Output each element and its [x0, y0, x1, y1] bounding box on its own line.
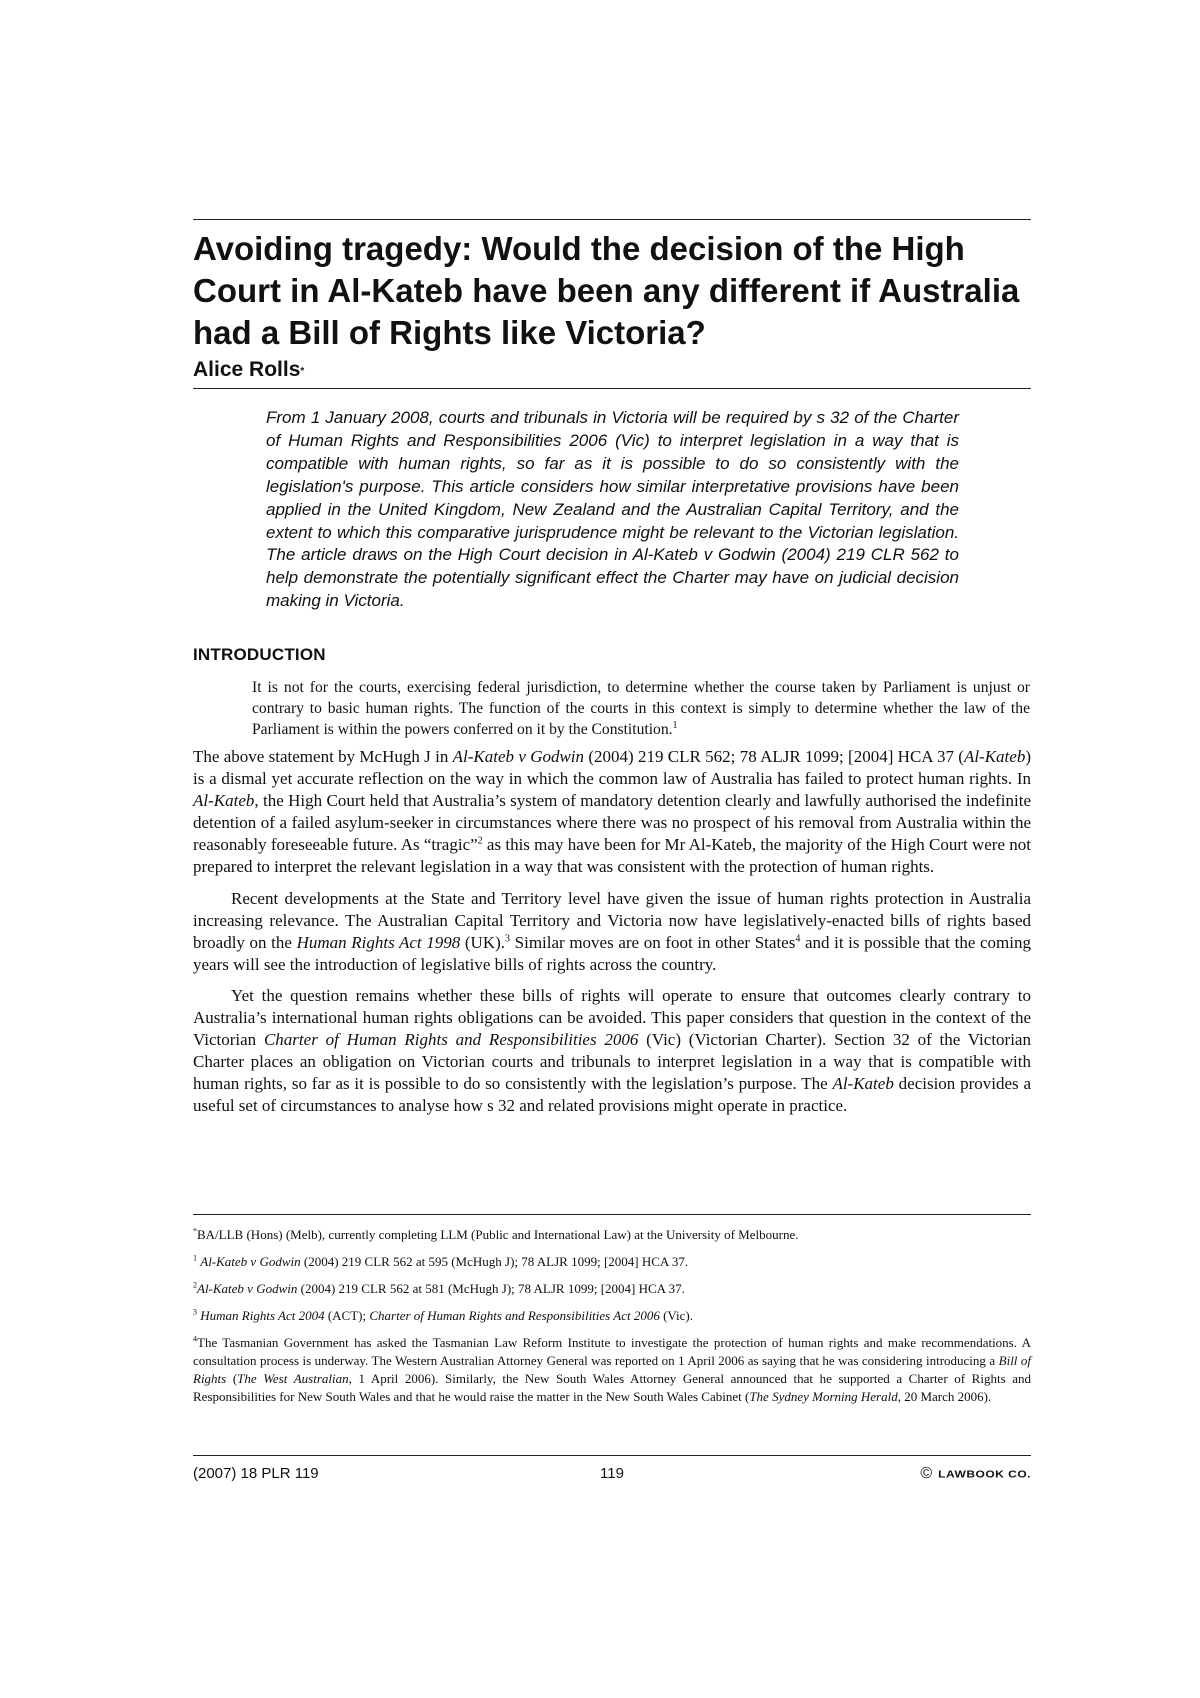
newspaper-name: The Sydney Morning Herald [749, 1389, 898, 1404]
paragraph-text: Recent developments at the State and Territory level have given the issue of human rights protection in Australia increasing relevance. The Australian Capital Territory and Victoria now have legislatively-enacted bills of rights based broadly on the [193, 888, 1031, 952]
page-footer [193, 1463, 1031, 1485]
paragraph-text: (UK). [460, 932, 506, 952]
footnote-text: The Tasmanian Government has asked the Tasmanian Law Reform Institute to investigate the protection of human rights and make recommendations. A consultation process is underway. The Western Australian Attorney General was reported on 1 April 2006 as saying that he was considering introducing a [193, 1335, 1031, 1368]
footnote-text: BA/LLB (Hons) (Melb), currently completing LLM (Public and International Law) at the University of Melbourne. [197, 1227, 799, 1242]
footnote-mark: 3 [193, 1307, 197, 1317]
page-number: 119 [600, 1465, 624, 1482]
paragraph-1 [193, 746, 1031, 879]
statute-name: Bill of Rights [193, 1353, 1031, 1386]
case-name: Al-Kateb v Godwin [197, 1281, 298, 1296]
footnote-text: (ACT); [324, 1308, 370, 1323]
footnote-3 [193, 1307, 1031, 1325]
footnotes [193, 1226, 1031, 1415]
abstract: From 1 January 2008, courts and tribunals in Victoria will be required by s 32 of the Charter of Human Rights and Responsibilities 2006 (Vic) to interpret legislation in a way that is compatible with human rights, so far as it is possible to do so consistently with the legislation's purpose. This article considers how similar interpretative provisions have been applied in the United Kingdom, New Zealand and the Australian Capital Territory, and the extent to which this comparative jurisprudence might be relevant to the Victorian legislation. The article draws on the High Court decision in Al-Kateb v Godwin (2004) 219 CLR 562 to help demonstrate the potentially significant effect the Charter may have on judicial decision making in Victoria. [266, 408, 959, 611]
paragraph-text: decision provides a useful set of circumstances to analyse how s 32 and related provisions might operate in practice. [193, 1074, 1031, 1116]
footnote-text: ( [226, 1371, 238, 1386]
paragraph-text: Yet the question remains whether these bills of rights will operate to ensure that outcomes clearly contrary to Australia’s international human rights obligations can be avoided. This paper considers that question in the context of the Victorian [193, 985, 1031, 1050]
body-text [193, 746, 1031, 1127]
publisher-logo: LAWBOOK CO. [938, 1468, 1031, 1480]
article-title: Avoiding tragedy: Would the decision of the High Court in Al-Kateb have been any different if Australia had a Bill of Rights like Victoria? [193, 230, 1020, 351]
footnote-mark: * [193, 1226, 197, 1236]
paragraph-2 [193, 888, 1031, 976]
footnote-ref-1: 1 [672, 719, 678, 731]
footnote-text: (2004) 219 CLR 562 at 581 (McHugh J); 78 ALJR 1099; [2004] HCA 37. [297, 1281, 685, 1296]
copyright-icon: © [920, 1465, 933, 1482]
author-rule [193, 388, 1031, 389]
publisher-mark [920, 1463, 1031, 1485]
footnote-text: , 1 April 2006). Similarly, the New South Wales Attorney General announced that he supported a Charter of Rights and Responsibilities for New South Wales and that he would raise the matter in the New South Wales Cabinet ( [193, 1371, 1031, 1404]
author-name-text: Alice Rolls [193, 358, 301, 381]
statute-name: Human Rights Act 1998 [296, 932, 461, 952]
statute-name: Charter of Human Rights and Responsibilities Act 2006 [369, 1308, 660, 1323]
footnote-2 [193, 1280, 1031, 1298]
footnote-text: (2004) 219 CLR 562 at 595 (McHugh J); 78 ALJR 1099; [2004] HCA 37. [300, 1254, 689, 1269]
footnote-mark: 1 [193, 1253, 197, 1263]
statute-name: Human Rights Act 2004 [200, 1308, 325, 1323]
footnote-text: (Vic). [659, 1308, 693, 1323]
footnote-mark: 2 [193, 1280, 197, 1290]
paragraph-text: The above statement by McHugh J in [193, 747, 453, 766]
footnote-4 [193, 1334, 1031, 1406]
paragraph-text: and it is possible that the coming years will see the introduction of legislative bills of rights across the country. [193, 932, 1031, 974]
paragraph-3 [193, 985, 1031, 1118]
author-name [193, 357, 304, 383]
footnote-text: , 20 March 2006). [897, 1389, 992, 1404]
case-name: Al-Kateb v Godwin [452, 747, 585, 766]
footnote-ref-2: 2 [477, 835, 483, 847]
footnote-rule [193, 1214, 1031, 1215]
footnote-star [193, 1226, 1031, 1244]
paragraph-text: (Vic) (Victorian Charter). Section 32 of the Victorian Charter places an obligation on Victorian courts and tribunals to interpret legislation in a way that is compatible with human rights, so far as it is possible to do so consistently with the legislation’s purpose. The [193, 1030, 1031, 1094]
newspaper-name: The West Australian [237, 1371, 349, 1386]
footnote-ref-4: 4 [795, 933, 801, 945]
case-name: Al-Kateb v Godwin [200, 1254, 301, 1269]
paragraph-text: as this may have been for Mr Al-Kateb, the majority of the High Court were not prepared to interpret the relevant legislation in a way that was consistent with the protection of human rights. [193, 835, 1032, 877]
paragraph-text: Similar moves are on foot in other States [510, 932, 796, 952]
block-quote-text: It is not for the courts, exercising federal jurisdiction, to determine whether the course taken by Parliament is unjust or contrary to basic human rights. The function of the courts in this context is simply to determine whether the law of the Parliament is within the powers conferred on it by the Constitution. [252, 679, 1030, 738]
paragraph-text: ) is a dismal yet accurate reflection on the way in which the common law of Australia has failed to protect human rights. In [193, 747, 1031, 789]
footnote-1 [193, 1253, 1031, 1271]
paragraph-text: (2004) 219 CLR 562; 78 ALJR 1099; [2004] HCA 37 ( [584, 747, 964, 766]
title-top-rule [193, 219, 1031, 220]
author-footnote-mark: * [300, 366, 305, 377]
paragraph-text: , the High Court held that Australia’s system of mandatory detention clearly and lawfully authorised the indefinite detention of a failed asylum-seeker in circumstances where there was no prospect of his removal from Australia within the reasonably foreseeable future. As “tragic” [193, 791, 1031, 855]
statute-name: Charter of Human Rights and Responsibilities 2006 [263, 1030, 639, 1050]
footer-rule [193, 1455, 1031, 1456]
journal-citation: (2007) 18 PLR 119 [193, 1465, 319, 1482]
section-heading: INTRODUCTION [193, 645, 326, 664]
block-quote [252, 677, 1030, 740]
footnote-mark: 4 [193, 1334, 197, 1344]
case-name: Al-Kateb [963, 747, 1026, 766]
case-name: Al-Kateb [832, 1074, 894, 1094]
case-name: Al-Kateb [193, 791, 255, 811]
footnote-ref-3: 3 [505, 933, 511, 945]
